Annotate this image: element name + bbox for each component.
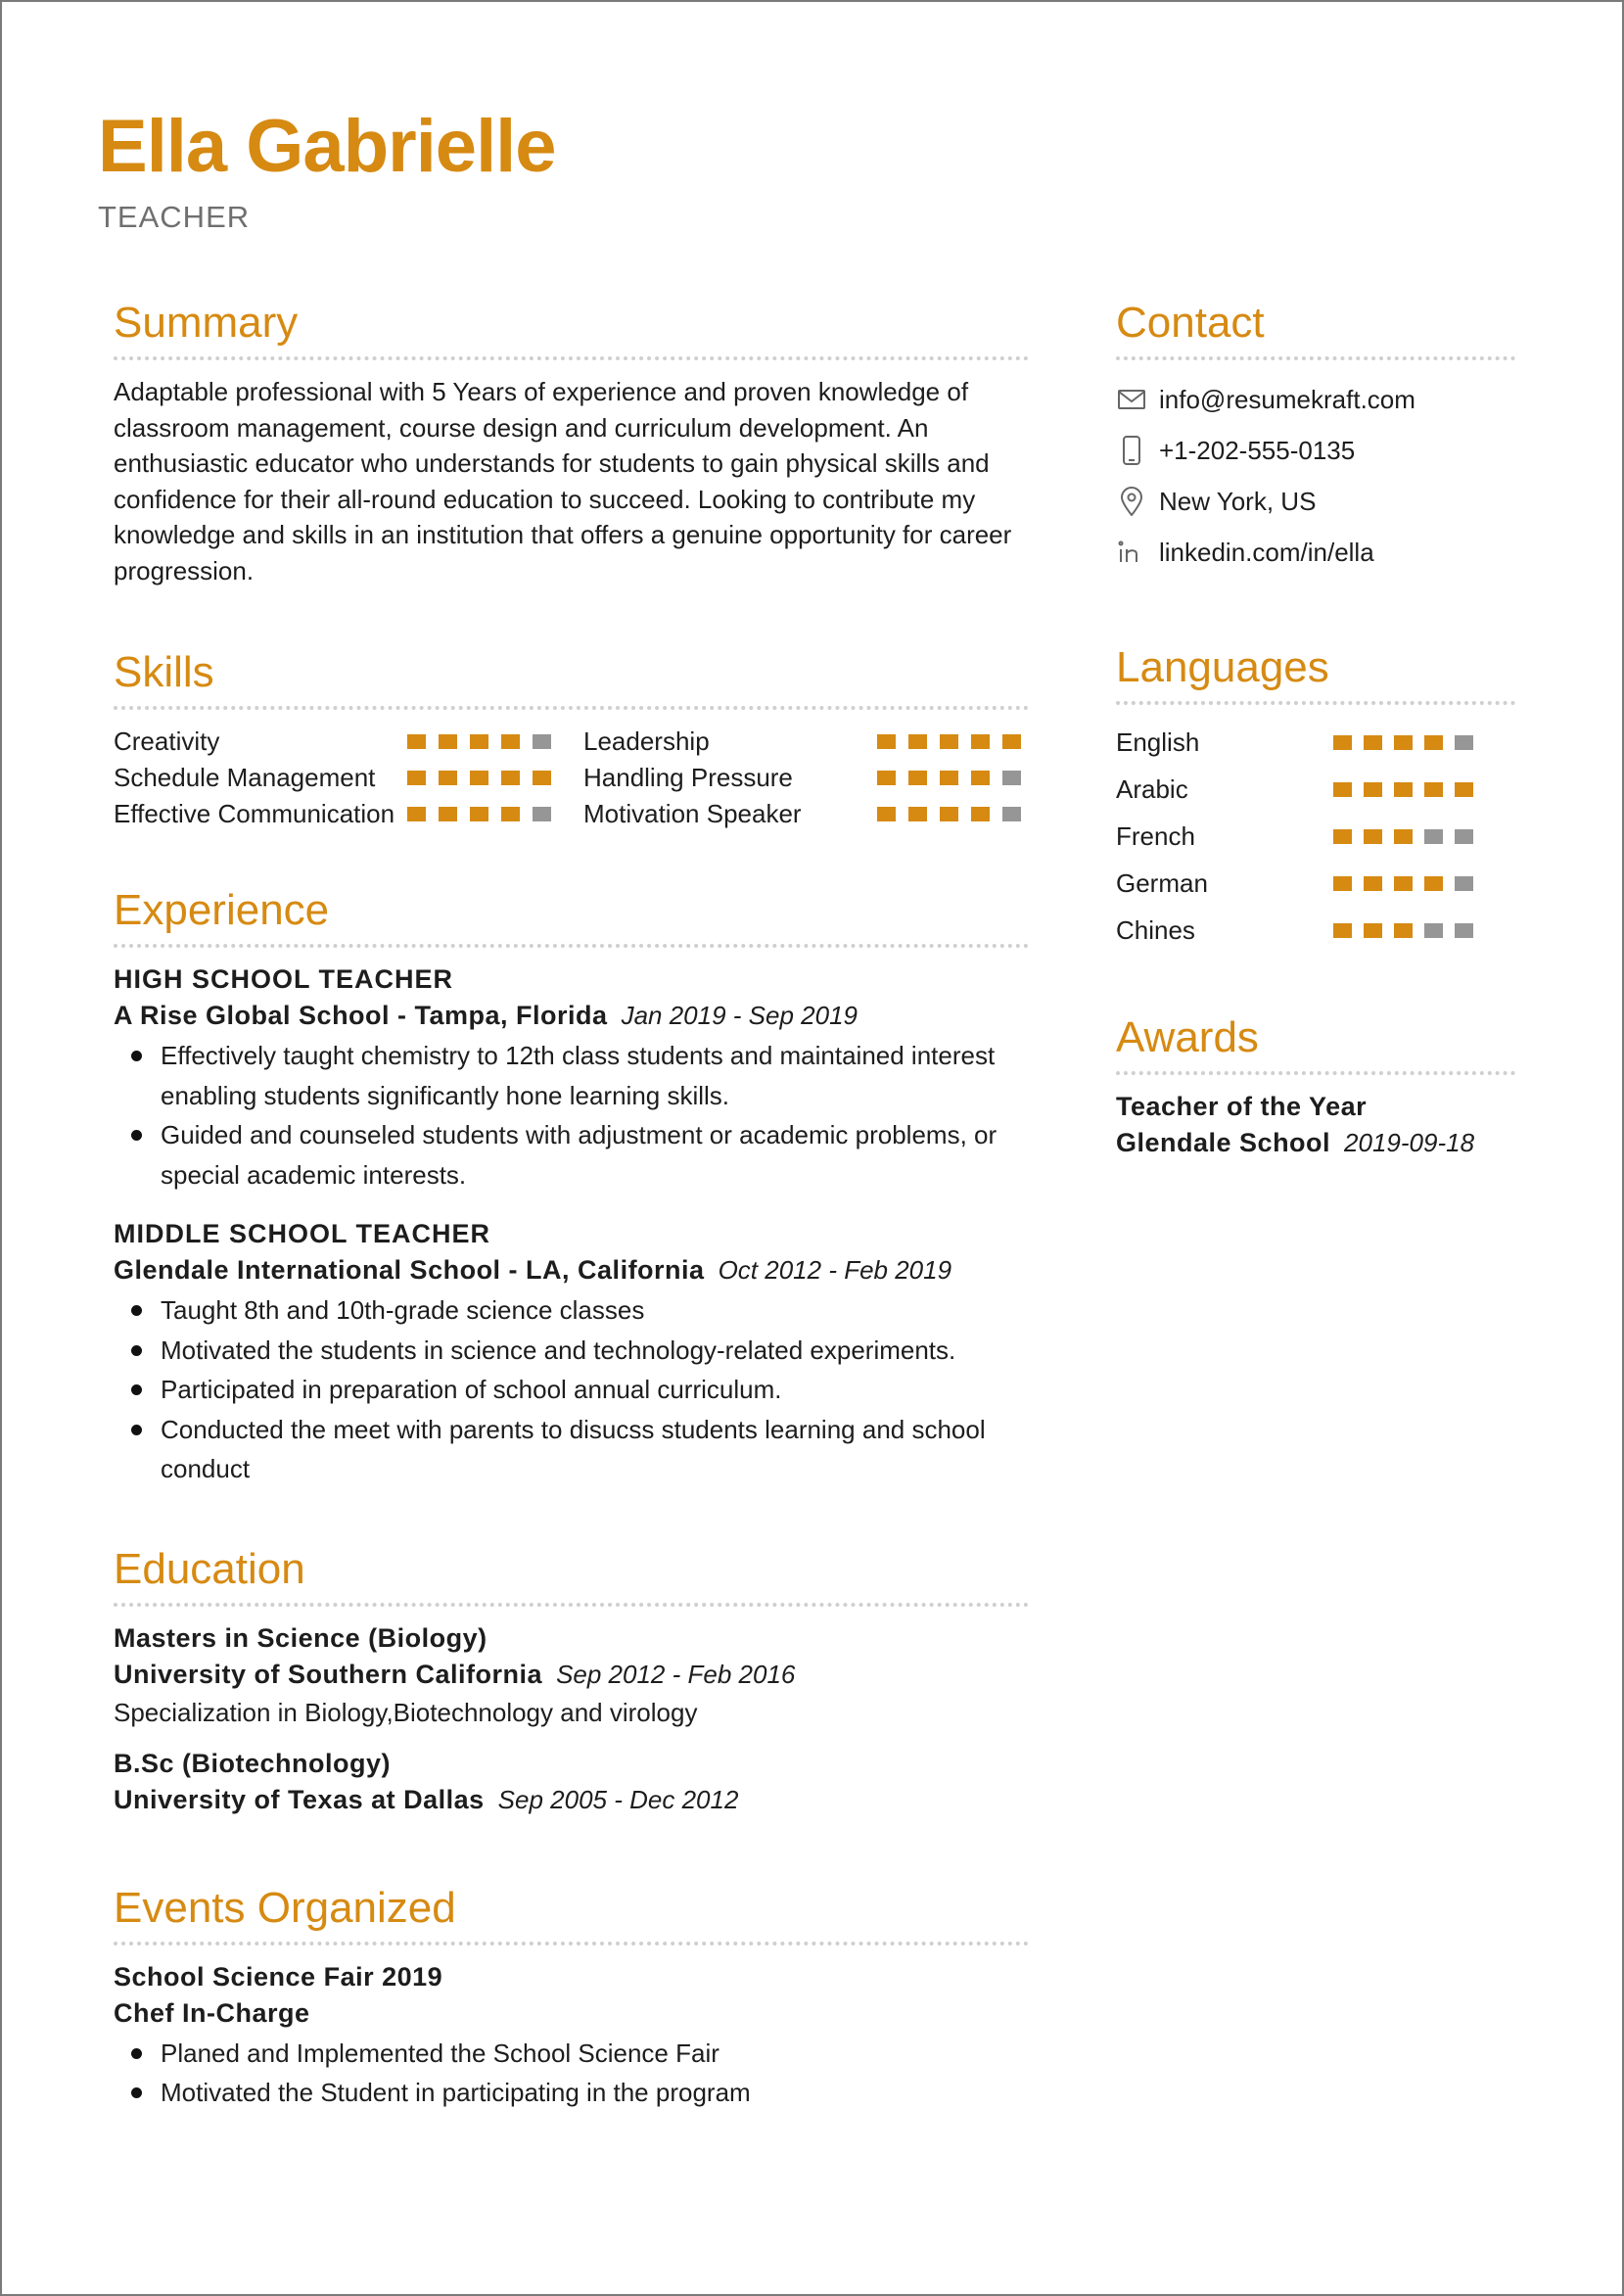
job-dates: Jan 2019 - Sep 2019 xyxy=(621,1001,858,1030)
list-item: Effectively taught chemistry to 12th class students and maintained interest enabling students significantly hone learning skills. xyxy=(114,1036,1029,1115)
rating-square-filled xyxy=(1333,782,1352,797)
rating-square-filled xyxy=(908,771,927,785)
skill-item xyxy=(114,724,583,760)
rating-square-filled xyxy=(1455,782,1473,797)
language-rating xyxy=(1333,923,1473,938)
rating-square-filled xyxy=(971,734,990,749)
list-item: Motivated the students in science and technology-related experiments. xyxy=(114,1331,1029,1371)
education-entry xyxy=(114,1620,1029,1732)
linkedin-icon xyxy=(1116,537,1147,568)
skills-heading: Skills xyxy=(114,645,1029,710)
rating-square-filled xyxy=(1333,923,1352,938)
skill-name: Creativity xyxy=(114,726,220,756)
education-school-line xyxy=(114,1782,1029,1818)
award-org-line xyxy=(1116,1125,1515,1161)
main-column xyxy=(114,296,1029,2113)
education-degree: Masters in Science (Biology) xyxy=(114,1622,487,1653)
rating-square-filled xyxy=(1424,782,1443,797)
contact-location xyxy=(1116,476,1515,527)
rating-square-empty xyxy=(533,734,551,749)
list-item: Taught 8th and 10th-grade science classes xyxy=(114,1290,1029,1331)
job-title: MIDDLE SCHOOL TEACHER xyxy=(114,1219,491,1248)
contact-email[interactable] xyxy=(1116,374,1515,425)
rating-square-filled xyxy=(1333,735,1352,750)
rating-square-filled xyxy=(1364,782,1382,797)
education-dates: Sep 2012 - Feb 2016 xyxy=(556,1659,796,1689)
language-rating xyxy=(1333,782,1473,797)
rating-square-filled xyxy=(1394,876,1413,891)
award-organization: Glendale School xyxy=(1116,1128,1331,1157)
rating-square-filled xyxy=(470,734,488,749)
experience-section xyxy=(114,883,1029,1489)
languages-heading: Languages xyxy=(1116,640,1515,705)
skills-grid xyxy=(114,724,1029,832)
rating-square-filled xyxy=(908,734,927,749)
rating-square-filled xyxy=(1394,735,1413,750)
skills-right-list xyxy=(583,724,1029,832)
award-date: 2019-09-18 xyxy=(1344,1128,1475,1157)
rating-square-filled xyxy=(1364,876,1382,891)
skill-rating xyxy=(877,760,1021,785)
rating-square-filled xyxy=(971,771,990,785)
rating-square-empty xyxy=(1424,923,1443,938)
skill-rating xyxy=(407,724,551,749)
language-rating xyxy=(1333,829,1473,844)
skill-name: Effective Communication xyxy=(114,799,395,828)
skill-name: Handling Pressure xyxy=(583,763,793,792)
job-bullets xyxy=(114,1290,1029,1489)
rating-square-empty xyxy=(1002,771,1021,785)
rating-square-filled xyxy=(1424,735,1443,750)
summary-heading: Summary xyxy=(114,296,1029,360)
rating-square-filled xyxy=(1394,782,1413,797)
language-item xyxy=(1116,766,1515,813)
rating-square-filled xyxy=(940,807,958,821)
language-item xyxy=(1116,907,1515,954)
contact-text: linkedin.com/in/ella xyxy=(1159,537,1374,567)
contact-section xyxy=(1116,296,1515,578)
education-dates: Sep 2005 - Dec 2012 xyxy=(497,1784,739,1814)
rating-square-filled xyxy=(940,771,958,785)
event-bullets xyxy=(114,2034,1029,2113)
job-bullets xyxy=(114,1036,1029,1195)
list-item: Conducted the meet with parents to disucss students learning and school conduct xyxy=(114,1410,1029,1489)
rating-square-empty xyxy=(1002,807,1021,821)
skill-item xyxy=(583,760,1029,796)
education-heading: Education xyxy=(114,1542,1029,1607)
skill-item xyxy=(114,760,583,796)
awards-section xyxy=(1116,1010,1515,1161)
rating-square-filled xyxy=(1364,735,1382,750)
rating-square-empty xyxy=(533,807,551,821)
language-rating xyxy=(1333,735,1473,750)
skill-name: Schedule Management xyxy=(114,763,376,792)
rating-square-filled xyxy=(501,807,520,821)
education-school: University of Southern California xyxy=(114,1659,543,1689)
rating-square-filled xyxy=(501,771,520,785)
contact-text: New York, US xyxy=(1159,486,1317,516)
summary-section xyxy=(114,296,1029,588)
events-section xyxy=(114,1881,1029,2113)
rating-square-filled xyxy=(533,771,551,785)
education-school: University of Texas at Dallas xyxy=(114,1784,485,1814)
rating-square-filled xyxy=(470,771,488,785)
rating-square-filled xyxy=(407,807,426,821)
job-organization: Glendale International School - LA, California xyxy=(114,1255,705,1285)
education-section xyxy=(114,1542,1029,1818)
rating-square-filled xyxy=(877,771,896,785)
skill-item xyxy=(583,724,1029,760)
language-item xyxy=(1116,813,1515,860)
rating-square-empty xyxy=(1455,829,1473,844)
job-org-line xyxy=(114,1252,1029,1289)
education-entry xyxy=(114,1746,1029,1818)
rating-square-filled xyxy=(908,807,927,821)
event-title: School Science Fair 2019 xyxy=(114,1961,443,1991)
skill-rating xyxy=(407,760,551,785)
list-item: Planed and Implemented the School Science Fair xyxy=(114,2034,1029,2074)
list-item: Guided and counseled students with adjustment or academic problems, or special academic interests. xyxy=(114,1115,1029,1195)
rating-square-filled xyxy=(940,734,958,749)
rating-square-empty xyxy=(1455,923,1473,938)
languages-section xyxy=(1116,640,1515,954)
rating-square-filled xyxy=(439,771,457,785)
language-name: German xyxy=(1116,867,1208,898)
language-item xyxy=(1116,719,1515,766)
contact-text: info@resumekraft.com xyxy=(1159,384,1415,414)
language-name: English xyxy=(1116,726,1200,757)
job-entry xyxy=(114,1216,1029,1489)
skill-item xyxy=(114,796,583,832)
rating-square-empty xyxy=(1455,735,1473,750)
mail-icon xyxy=(1116,384,1147,415)
rating-square-filled xyxy=(1364,923,1382,938)
rating-square-filled xyxy=(877,807,896,821)
events-heading: Events Organized xyxy=(114,1881,1029,1945)
award-title: Teacher of the Year xyxy=(1116,1092,1368,1121)
job-org-line xyxy=(114,998,1029,1034)
skill-name: Motivation Speaker xyxy=(583,799,802,828)
rating-square-filled xyxy=(470,807,488,821)
contact-phone[interactable] xyxy=(1116,425,1515,476)
rating-square-filled xyxy=(439,734,457,749)
side-column xyxy=(1116,296,1515,1161)
education-school-line xyxy=(114,1657,1029,1693)
language-rating xyxy=(1333,876,1473,891)
rating-square-filled xyxy=(1002,734,1021,749)
rating-square-filled xyxy=(1394,829,1413,844)
skill-item xyxy=(583,796,1029,832)
resume-role: TEACHER xyxy=(98,200,251,234)
summary-text: Adaptable professional with 5 Years of experience and proven knowledge of classroom management, course design and curriculum development. An enthusiastic educator who understands for students to gain physical skills and confidence for their all-round education to succeed. Looking to contribute my knowledge and skills in an institution that offers a genuine opportunity for career progression. xyxy=(114,377,1012,586)
phone-icon xyxy=(1116,435,1147,466)
rating-square-filled xyxy=(1364,829,1382,844)
list-item: Motivated the Student in participating in the program xyxy=(114,2073,1029,2113)
language-name: Chines xyxy=(1116,914,1195,945)
rating-square-filled xyxy=(439,807,457,821)
rating-square-empty xyxy=(1455,876,1473,891)
rating-square-filled xyxy=(1424,876,1443,891)
rating-square-filled xyxy=(501,734,520,749)
contact-linkedin[interactable] xyxy=(1116,527,1515,578)
education-degree: B.Sc (Biotechnology) xyxy=(114,1748,392,1778)
list-item: Participated in preparation of school annual curriculum. xyxy=(114,1370,1029,1410)
language-name: Arabic xyxy=(1116,773,1188,804)
contact-text: +1-202-555-0135 xyxy=(1159,435,1356,465)
job-organization: A Rise Global School - Tampa, Florida xyxy=(114,1001,608,1030)
rating-square-filled xyxy=(971,807,990,821)
rating-square-filled xyxy=(407,734,426,749)
job-title: HIGH SCHOOL TEACHER xyxy=(114,964,454,994)
rating-square-filled xyxy=(1333,829,1352,844)
skills-section xyxy=(114,645,1029,832)
job-dates: Oct 2012 - Feb 2019 xyxy=(718,1255,952,1285)
experience-heading: Experience xyxy=(114,883,1029,948)
rating-square-filled xyxy=(407,771,426,785)
education-note: Specialization in Biology,Biotechnology and virology xyxy=(114,1697,698,1727)
skill-rating xyxy=(877,796,1021,821)
skills-left-list xyxy=(114,724,583,832)
skill-rating xyxy=(407,796,551,821)
rating-square-filled xyxy=(877,734,896,749)
rating-square-empty xyxy=(1424,829,1443,844)
event-role: Chef In-Charge xyxy=(114,1997,310,2028)
rating-square-filled xyxy=(1333,876,1352,891)
contact-heading: Contact xyxy=(1116,296,1515,360)
awards-heading: Awards xyxy=(1116,1010,1515,1075)
job-entry xyxy=(114,961,1029,1195)
skill-name: Leadership xyxy=(583,726,710,756)
rating-square-filled xyxy=(1394,923,1413,938)
location-icon xyxy=(1116,486,1147,517)
skill-rating xyxy=(877,724,1021,749)
language-name: French xyxy=(1116,820,1195,851)
language-item xyxy=(1116,860,1515,907)
resume-name: Ella Gabrielle xyxy=(98,105,556,188)
